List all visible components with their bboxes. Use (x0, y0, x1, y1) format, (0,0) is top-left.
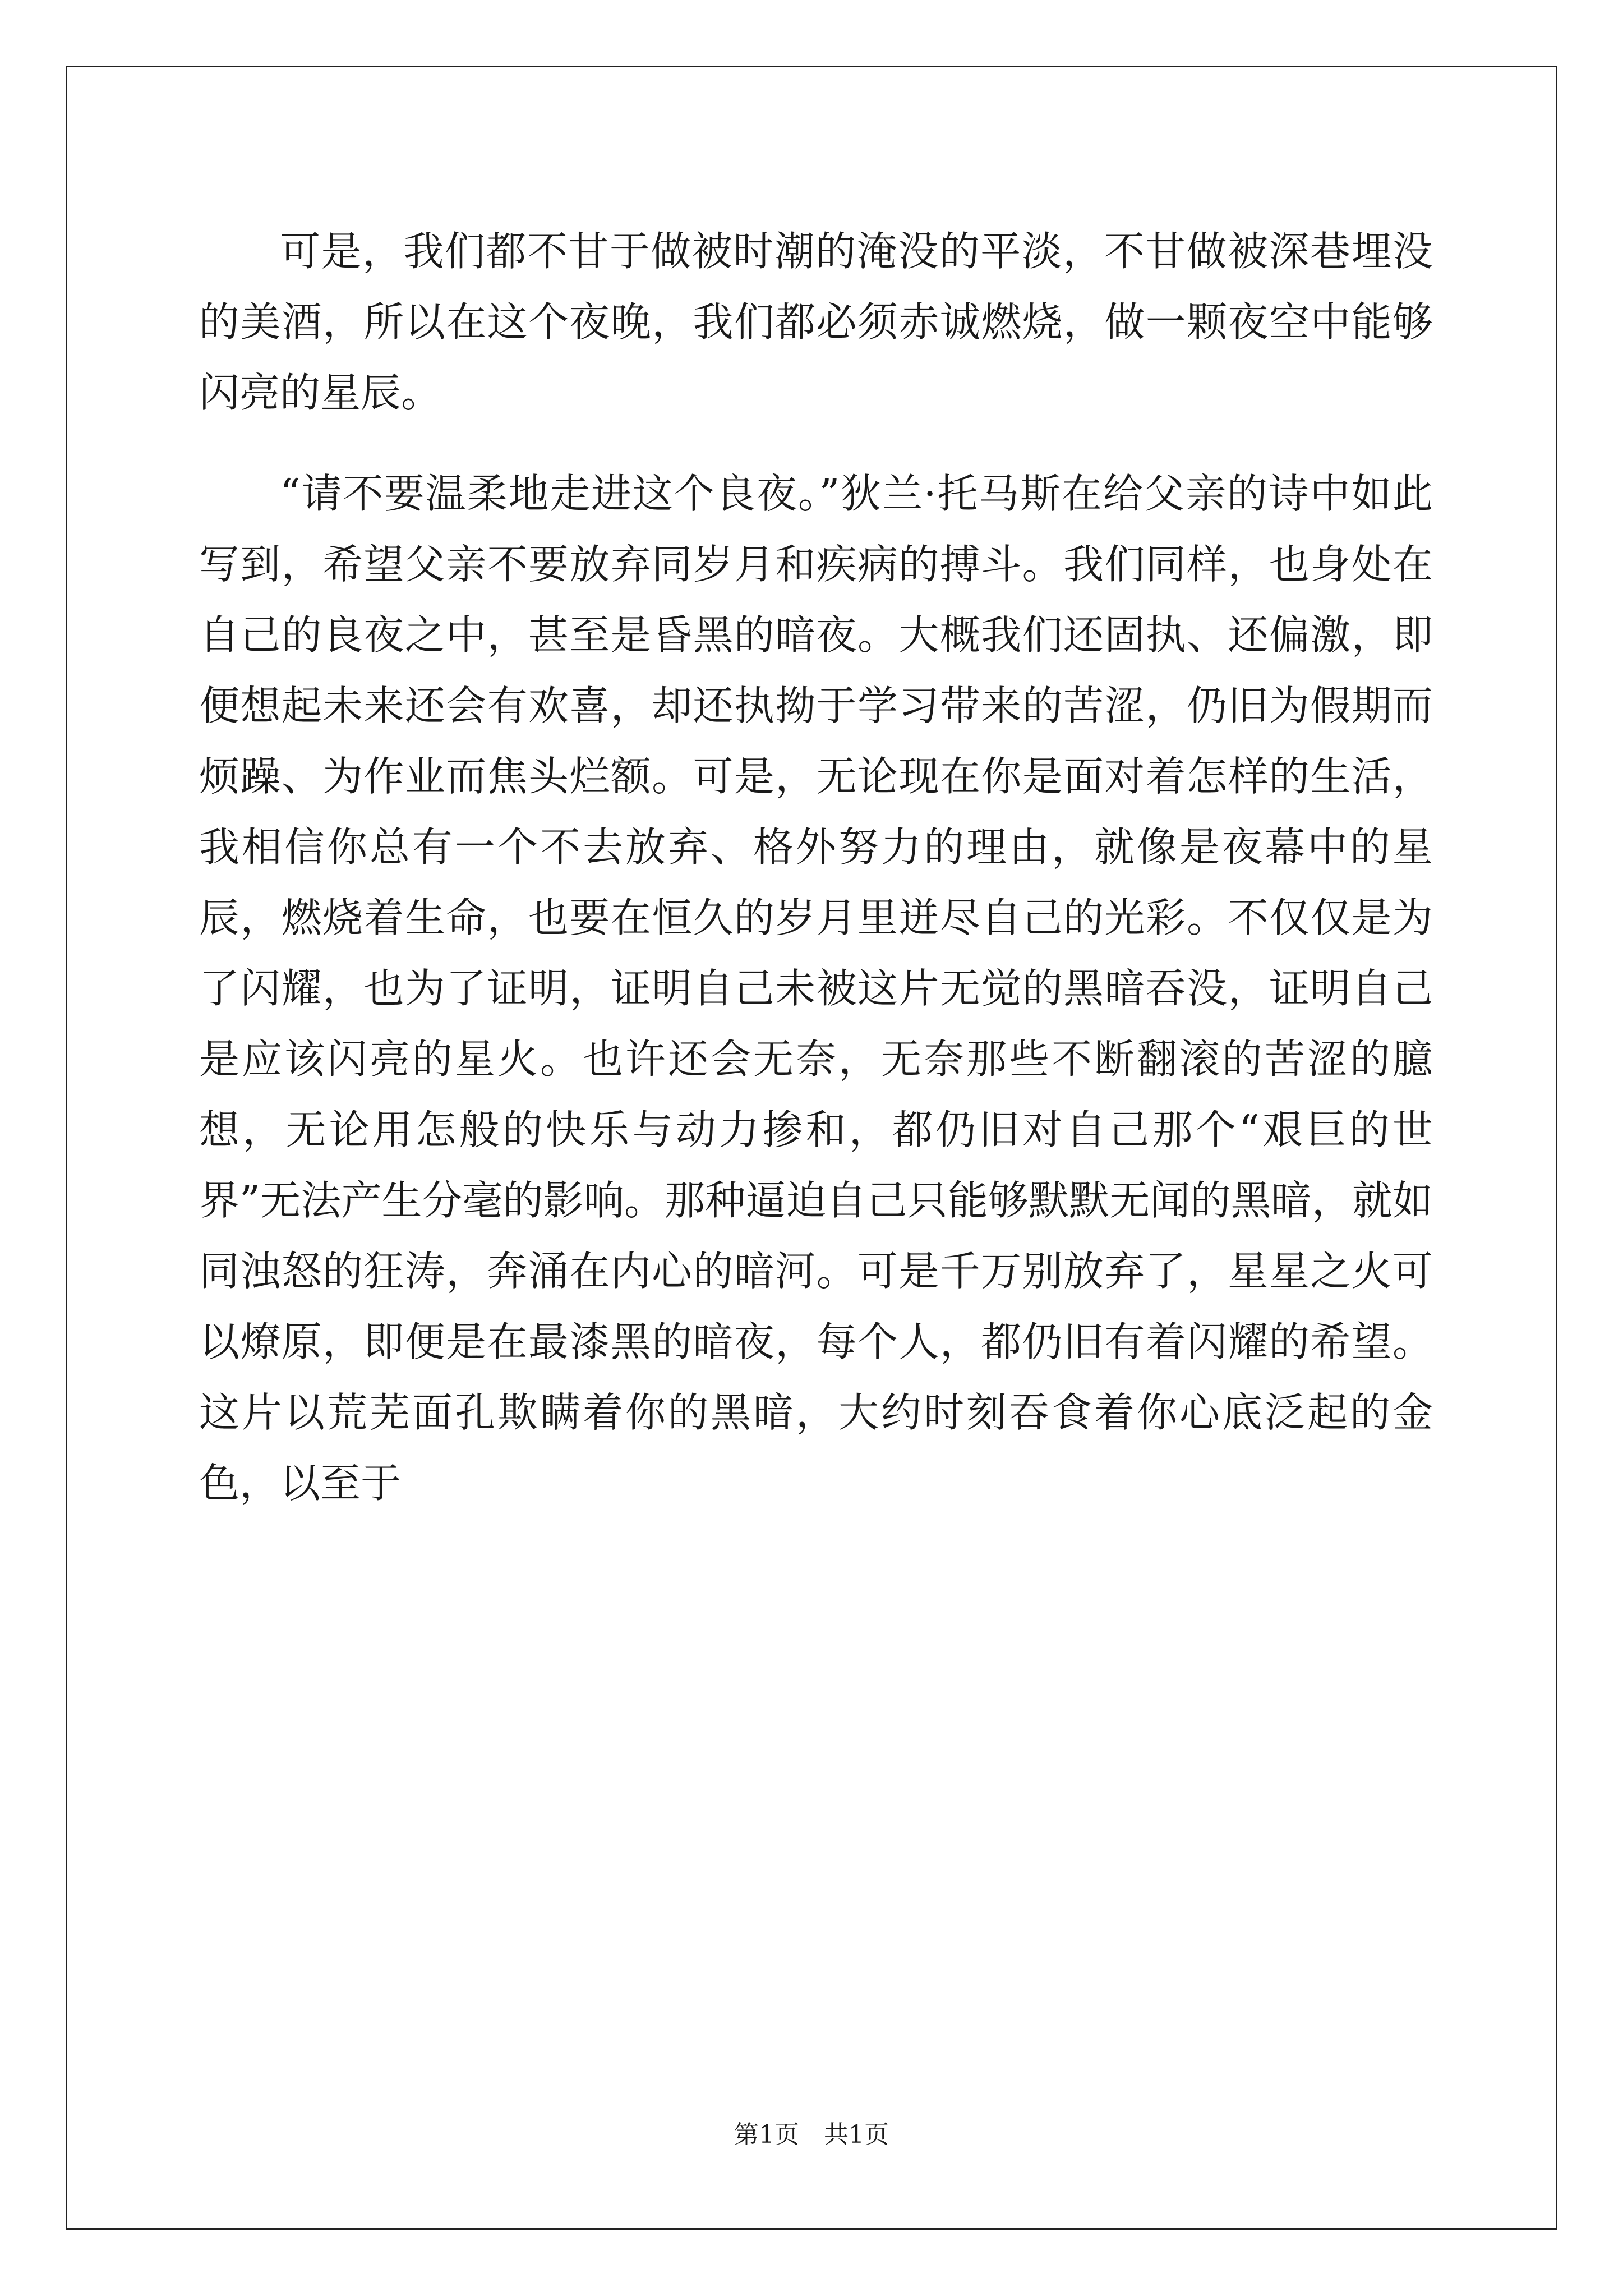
paragraph-1: 可是，我们都不甘于做被时潮的淹没的平淡，不甘做被深巷埋没的美酒，所以在这个夜晚，我们都必须赤诚燃烧，做一颗夜空中能够闪亮的星辰。 (199, 228, 1433, 416)
paragraph-2: “请不要温柔地走进这个良夜。”狄兰·托马斯在给父亲的诗中如此写到，希望父亲不要放弃同岁月和疾病的搏斗。我们同样，也身处在自己的良夜之中，甚至是昏黑的暗夜。大概我们还固执、还偏激，即便想起未来还会有欢喜，却还执拗于学习带来的苦涩，仍旧为假期而烦躁、为作业而焦头烂额。可是，无论现在你是面对着怎样的生活，我相信你总有一个不去放弃、格外努力的理由，就像是夜幕中的星辰，燃烧着生命，也要在恒久的岁月里迸尽自己的光彩。不仅仅是为了闪耀，也为了证明，证明自己未被这片无觉的黑暗吞没，证明自己是应该闪亮的星火。也许还会无奈，无奈那些不断翻滚的苦涩的臆想，无论用怎般的快乐与动力掺和，都仍旧对自己那个“艰巨的世界”无法产生分毫的影响。那种逼迫自己只能够默默无闻的黑暗，就如同浊怒的狂涛，奔涌在内心的暗河。可是千万别放弃了，星星之火可以燎原，即便是在最漆黑的暗夜，每个人，都仍旧有着闪耀的希望。这片以荒芜面孔欺瞒着你的黑暗，大约时刻吞食着你心底泛起的金色，以至于 (199, 470, 1433, 1507)
body-text (199, 216, 1433, 1519)
page-footer: 第1页 共1页 (734, 2120, 889, 2149)
